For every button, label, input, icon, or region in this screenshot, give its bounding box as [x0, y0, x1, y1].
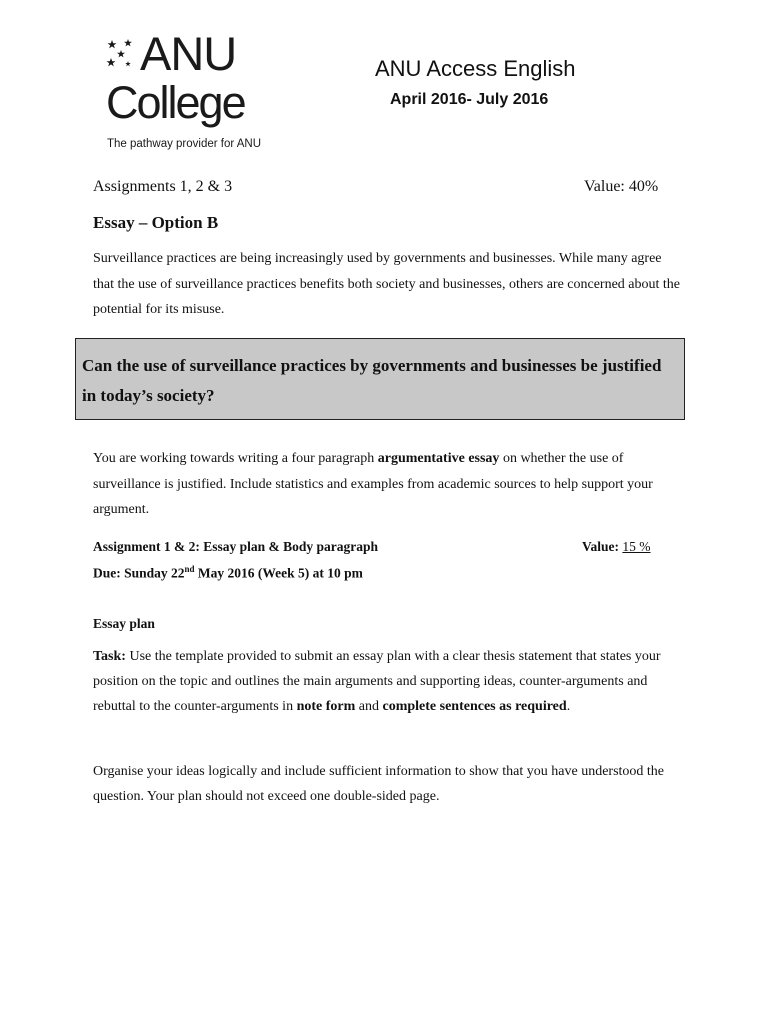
task-paragraph	[93, 644, 673, 719]
due-sup: nd	[184, 564, 195, 574]
task-text-3: .	[566, 699, 571, 714]
logo-anu-text: ANU	[140, 27, 237, 80]
instructions-paragraph	[93, 446, 683, 523]
task-text-2: and	[355, 699, 383, 714]
due-suffix: May 2016 (Week 5) at 10 pm	[194, 565, 363, 581]
task-label: Task:	[93, 649, 126, 664]
intro-paragraph: Surveillance practices are being increasingly used by governments and businesses. While many agree that the use of surveillance practices benefits both society and businesses, others are concerned about the potential for its misuse.	[93, 251, 681, 317]
task-bold-2: complete sentences as required	[382, 699, 567, 714]
due-date	[93, 564, 363, 582]
essay-plan-heading: Essay plan	[93, 616, 155, 631]
assignment-12-value-pct: 15 %	[622, 539, 651, 554]
logo-college-text: College	[106, 77, 245, 128]
essay-question: Can the use of surveillance practices by governments and businesses be justified in today’s society?	[82, 356, 662, 405]
instructions-bold: argumentative essay	[377, 451, 500, 466]
assignment-12-label: Assignment 1 & 2: Essay plan & Body paragraph	[93, 539, 379, 554]
assignment-12-value	[582, 539, 651, 555]
task-text-1: Use the template provided to submit an essay plan with a clear thesis statement that states your position on the topic and outlines the main arguments and supporting ideas, counter-arguments and rebuttal to the counter-arguments in	[93, 649, 661, 714]
assignment-12-value-label: Value:	[582, 539, 623, 554]
instructions-text-2: on whether the use of surveillance is justified. Include statistics and examples from academic sources to help support your argument.	[93, 451, 653, 517]
stars-logo-icon	[104, 38, 136, 74]
logo-tagline: The pathway provider for ANU	[107, 138, 262, 150]
due-prefix: Due: Sunday 22	[93, 565, 185, 581]
essay-option-heading: Essay – Option B	[93, 213, 219, 232]
task-bold-1: note form	[296, 699, 356, 714]
assignments-value: Value: 40%	[584, 178, 659, 195]
essay-question-box	[75, 338, 685, 420]
instructions-text-1: You are working towards writing a four paragraph	[93, 451, 378, 466]
document-dates: April 2016- July 2016	[390, 91, 549, 108]
organise-paragraph: Organise your ideas logically and include sufficient information to show that you have understood the question. Your plan should not exceed one double-sided page.	[93, 764, 665, 804]
assignments-label: Assignments 1, 2 & 3	[93, 178, 233, 195]
document-title: ANU Access English	[375, 56, 576, 81]
